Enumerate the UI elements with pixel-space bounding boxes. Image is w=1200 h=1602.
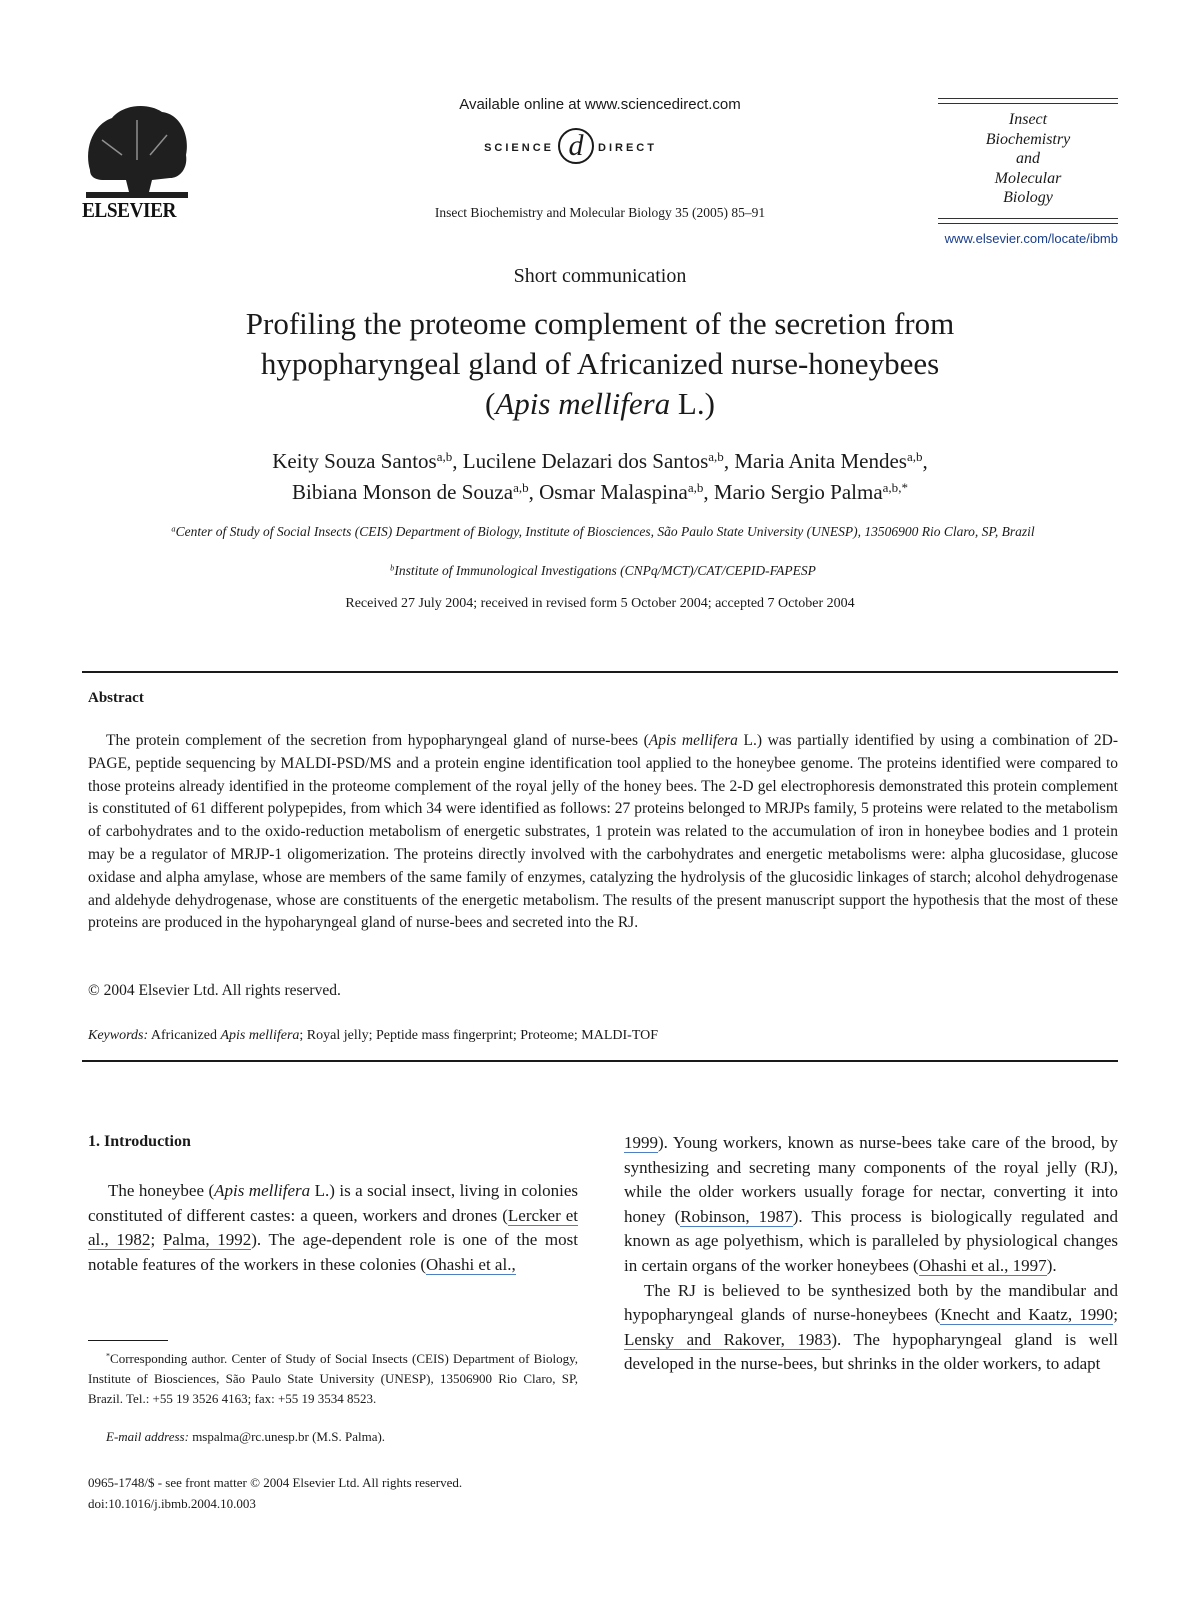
article-type: Short communication xyxy=(513,265,687,287)
citation-link[interactable]: Palma, 1992 xyxy=(162,1230,252,1250)
title-line: (Apis mellifera L.) xyxy=(485,386,715,421)
author-list xyxy=(100,446,1100,508)
citation-link[interactable]: Knecht and Kaatz, 1990 xyxy=(940,1305,1114,1325)
available-online-text: Available online at www.sciencedirect.com xyxy=(459,96,741,113)
citation-link[interactable]: Ohashi et al., 1997 xyxy=(918,1255,1047,1275)
sd-right-text: DIRECT xyxy=(598,142,657,154)
journal-name-line: Molecular xyxy=(994,169,1062,187)
doi-line[interactable]: doi:10.1016/j.ibmb.2004.10.003 xyxy=(88,1496,256,1511)
journal-box-rule xyxy=(938,218,1118,219)
journal-box-rule xyxy=(938,223,1118,224)
author-name: Bibiana Monson de Souza xyxy=(292,480,514,504)
journal-citation: Insect Biochemistry and Molecular Biology 35 (2005) 85–91 xyxy=(434,205,766,220)
abstract-copyright: © 2004 Elsevier Ltd. All rights reserved. xyxy=(88,982,341,999)
received-dates: Received 27 July 2004; received in revised form 5 October 2004; accepted 7 October 2004 xyxy=(345,596,855,611)
paragraph: The RJ is believed to be synthesized both by the mandibular and hypopharyngeal glands of nurse-honeybees (Knecht and Kaatz, 1990; Lensky and Rakover, 1983). The hypopharyngeal gland is well developed in the nurse-bees, but shrinks in the older workers, to adapt xyxy=(624,1280,1118,1374)
journal-name-line: and xyxy=(1016,150,1040,167)
corresponding-author-footnote: *Corresponding author. Center of Study of Social Insects (CEIS) Department of Biology, Institute of Biosciences, São Paulo State University (UNESP), 13506900 Rio Claro, SP, Brazil. Tel.: +55 19 3526 4163; fax: +55 19 3534 8523. xyxy=(88,1351,578,1406)
divider xyxy=(82,1060,1118,1062)
sciencedirect-logo xyxy=(454,122,744,170)
author-line: Bibiana Monson de Souza$^{a,b}$, Osmar Malaspina$^{a,b}$, Mario Sergio Palma$^{a,b,*}$ xyxy=(292,479,908,504)
title-line: hypopharyngeal gland of Africanized nurse-honeybees xyxy=(260,346,940,381)
abstract-heading: Abstract xyxy=(88,690,144,706)
citation-link[interactable]: 1999 xyxy=(624,1133,658,1152)
publisher-wordmark: ELSEVIER xyxy=(82,198,177,222)
elsevier-tree-logo xyxy=(82,100,192,200)
author-name: Mario Sergio Palma xyxy=(713,480,883,504)
journal-name-line: Insect xyxy=(1008,111,1048,128)
paragraph: 1999). Young workers, known as nurse-bees take care of the brood, by synthesizing and secreting many components of the royal jelly (RJ), while the older workers usually forage for nectar, converting it into honey (Robinson, 1987). This process is biologically regulated and known as age polyethism, which is paralleled by physiological changes in certain organs of the worker honeybees (Ohashi et al., 1997). xyxy=(624,1133,1118,1275)
title-line: Profiling the proteome complement of the secretion from xyxy=(245,306,955,341)
sd-mark-text: d xyxy=(568,129,584,162)
affiliation-b: $^b$Institute of Immunological Investigations (CNPq/MCT)/CAT/CEPID-FAPESP xyxy=(390,563,816,578)
column-left-text: The honeybee (Apis mellifera L.) is a social insect, living in colonies constituted of different castes: a queen, workers and drones (Lercker et al., 1982; Palma, 1992). The age-dependent role is one of the most notable features of the workers in these colonies (Ohashi et al., xyxy=(88,1181,578,1274)
journal-box-rule xyxy=(938,98,1118,99)
citation-link[interactable]: Ohashi et al., xyxy=(426,1254,516,1274)
journal-name-line: Biochemistry xyxy=(985,130,1071,148)
front-matter xyxy=(88,1472,462,1514)
article-title xyxy=(100,304,1100,424)
email-footnote: E-mail address: mspalma@rc.unesp.br (M.S. Palma). xyxy=(106,1429,386,1444)
abstract-text: The protein complement of the secretion from hypopharyngeal gland of nurse-bees (Apis mellifera L.) was partially identified by using a combination of 2D-PAGE, peptide sequencing by MALDI-PSD/MS and a protein engine identification tool applied to the honeybee genome. The proteins identified were compared to those proteins already identified in the proteome complement of the royal jelly of the honey bees. The 2-D gel electrophoresis demonstrated this protein complement is constituted of 61 different polypepides, from which 34 were identified as follows: 27 proteins belonged to MRJPs family, 5 proteins were related to the metabolism of carbohydrates and to the oxido-reduction metabolism of energetic substrates, 1 protein was related to the accumulation of iron in honeybee bodies and 1 protein may be a regulator of MRJP-1 oligomerization. The proteins directly involved with the carbohydrates and energetic metabolisms were: alpha glucosidase, glucose oxidase and alpha amylase, whose are members of the same family of enzymes, catalyzing the hydrolysis of the glucosidic linkages of starch; alcohol dehydrogenase and aldehyde dehydrogenase, whose are constituents of the energetic metabolism. The results of the present manuscript support the hypothesis that the most of these proteins are produced in the hypoharyngeal gland of nurse-bees and secreted into the RJ. xyxy=(88,732,1118,932)
citation-link[interactable]: Lercker et al., 1982 xyxy=(88,1205,578,1250)
keywords: Keywords: Africanized Apis mellifera; Royal jelly; Peptide mass fingerprint; Proteome; MALDI-TOF xyxy=(88,1028,659,1043)
journal-box-rule xyxy=(938,103,1118,104)
author-name: Lucilene Delazari dos Santos xyxy=(462,449,709,473)
footnote-rule xyxy=(88,1340,168,1341)
author-name: Osmar Malaspina xyxy=(539,480,688,504)
email-address[interactable]: mspalma@rc.unesp.br (M.S. Palma). xyxy=(188,1429,386,1444)
author-line: Keity Souza Santos$^{a,b}$, Lucilene Delazari dos Santos$^{a,b}$, Maria Anita Mendes$^{a,b}$, xyxy=(272,448,928,473)
column-right-text xyxy=(624,1131,1118,1377)
author-name: Keity Souza Santos xyxy=(272,449,437,473)
journal-name-box xyxy=(938,110,1118,208)
keywords-label: Keywords: xyxy=(88,1028,149,1043)
sd-left-text: SCIENCE xyxy=(484,142,554,154)
issn-line: 0965-1748/$ - see front matter © 2004 Elsevier Ltd. All rights reserved. xyxy=(88,1475,463,1490)
species-name: Apis mellifera xyxy=(495,386,671,421)
journal-url-link[interactable]: www.elsevier.com/locate/ibmb xyxy=(944,231,1118,246)
author-name: Maria Anita Mendes xyxy=(734,449,907,473)
divider xyxy=(82,671,1118,673)
affiliation-a: $^a$Center of Study of Social Insects (CEIS) Department of Biology, Institute of Biosciences, São Paulo State University (UNESP), 13506900 Rio Claro, SP, Brazil xyxy=(171,524,1035,539)
citation-link[interactable]: Lensky and Rakover, 1983 xyxy=(624,1329,832,1349)
journal-name-line: Biology xyxy=(1003,189,1053,206)
citation-link[interactable]: Robinson, 1987 xyxy=(680,1206,793,1226)
section-heading: 1. Introduction xyxy=(88,1133,191,1150)
